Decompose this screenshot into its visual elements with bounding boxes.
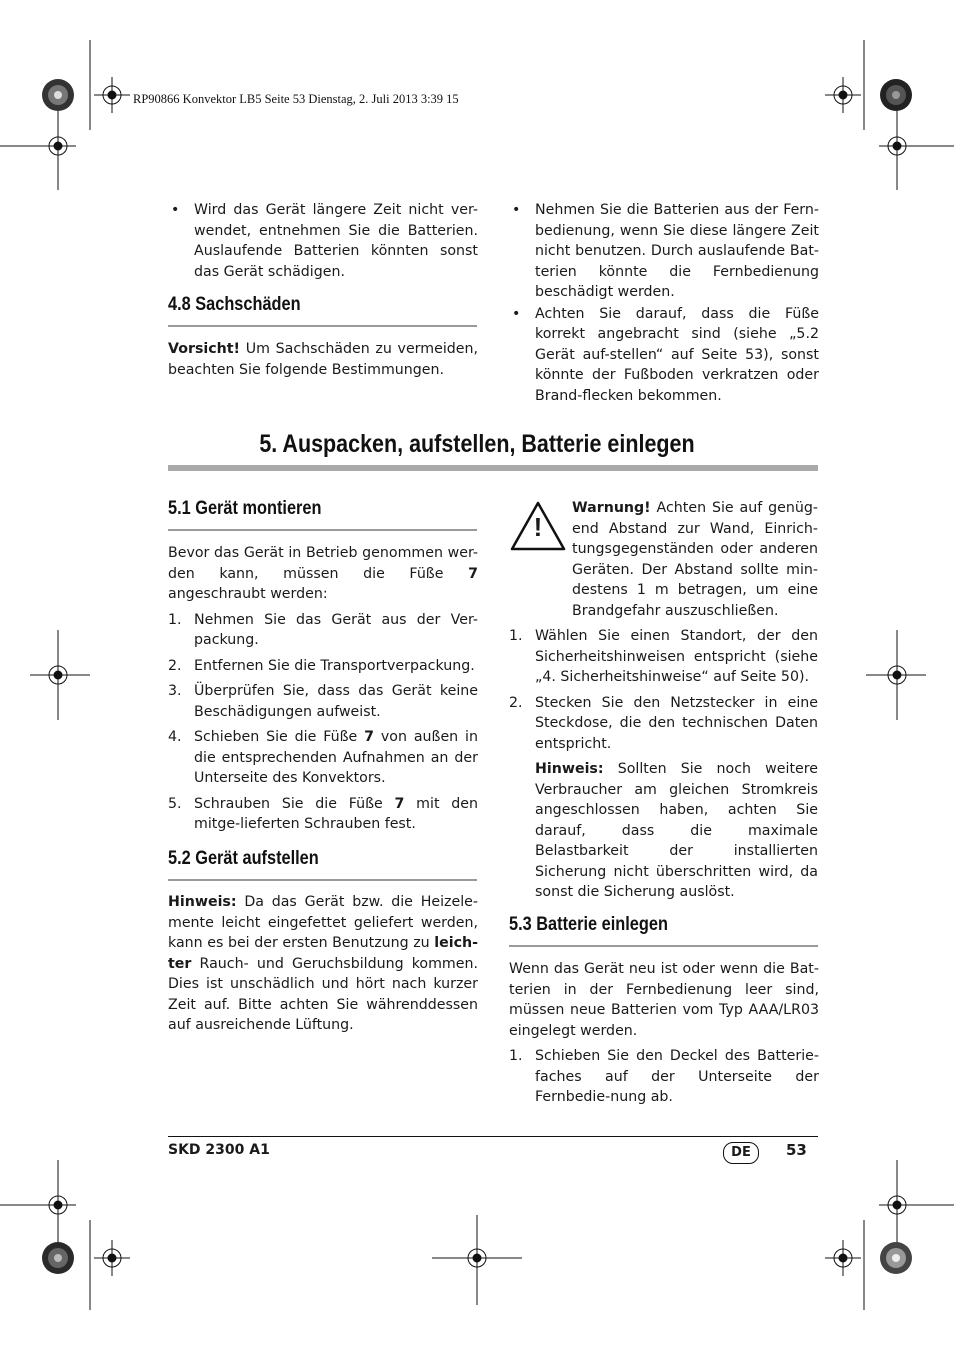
caution-paragraph: Vorsicht! Um Sachschäden zu vermeiden, beachten Sie folgende Bestimmungen. <box>168 341 478 378</box>
section-rule <box>168 879 477 881</box>
section-rule <box>168 325 477 327</box>
language-badge: DE <box>723 1142 759 1164</box>
section-5-2-body: Hinweis: Da das Gerät bzw. die Heizele-mente leicht eingefettet geliefert werden, kann es bei der ersten Benutzung zu leich-ter Rauch- und Geruchsbildung kommen. Dies ist unschädlich und hört nach kurzer Zeit auf. Bitte achten Sie währenddessen auf ausreichende Lüftung. <box>168 894 478 1033</box>
hint-paragraph: Hinweis: Sollten Sie noch weitere Verbraucher am gleichen Stromkreis angeschlossen haben, achten Sie darauf, dass die maximale Belastbarkeit der installierten Sicherung nicht überschritten wird, da sonst die Sicherung auslöst. <box>535 761 818 900</box>
section-title-5-1: 5.1 Gerät montieren <box>168 498 322 519</box>
warning-paragraph: Warnung! Achten Sie auf genüg-end Abstand zur Wand, Einrich-tungsgegenständen oder anderen Geräten. Der Abstand sollte min-destens 1 m betragen, um eine Brandgefahr auszuschließen. <box>572 500 818 619</box>
hint-label: Hinweis: <box>535 761 604 777</box>
footer-rule <box>168 1136 818 1137</box>
warning-exclamation: ! <box>533 512 543 542</box>
list-item: • Wird das Gerät längere Zeit nicht ver-wendet, entnehmen Sie die Batterien. Auslaufende Batterien könnten sonst das Gerät schädigen. <box>171 202 478 280</box>
section-title-5-3: 5.3 Batterie einlegen <box>509 914 668 935</box>
section-5-1-body: Bevor das Gerät in Betrieb genommen wer-den kann, müssen die Füße 7 angeschraubt werden: 1. Nehmen Sie das Gerät aus der Ver-packung. 2. Entfernen Sie die Transportverpackung. 3. Überprüfen Sie, dass das Gerät keine Beschädigungen aufweist. 4. Schieben Sie die Füße 7 von außen in die entsprechenden Aufnahmen an der Unterseite des Konvektors. 5. Schrauben Sie die Füße 7 mit den mitge-lieferten Schrauben fest. <box>168 543 478 835</box>
step-item: 2. Stecken Sie den Netzstecker in eine Steckdose, die den technischen Daten entspricht. <box>509 694 818 752</box>
section-5-3-body: Wenn das Gerät neu ist oder wenn die Bat-terien in der Fernbedienung leer sind, müssen neue Batterien vom Typ AAA/LR03 eingelegt werden. 1. Schieben Sie den Deckel des Batterie-faches auf der Unterseite der Fernbedie-nung ab. <box>509 959 819 1108</box>
page-number: 53 <box>786 1141 807 1159</box>
warning-label: Warnung! <box>572 500 651 516</box>
section-title-5-2: 5.2 Gerät aufstellen <box>168 848 319 869</box>
footer-model: SKD 2300 A1 <box>168 1142 270 1158</box>
step-item: 1. Schieben Sie den Deckel des Batterie-faches auf der Unterseite der Fernbedie-nung ab. <box>509 1048 819 1105</box>
list-item: • Achten Sie darauf, dass die Füße korrekt angebracht sind (siehe „5.2 Gerät auf-stellen“ auf Seite 53), sonst könnte der Fußboden verkratzen oder Brand-flecken bekommen. <box>512 305 819 404</box>
bullet: • <box>171 202 180 218</box>
section-title-4-8: 4.8 Sachschäden <box>168 294 301 315</box>
right-steps <box>509 626 818 903</box>
step-item: 5. Schrauben Sie die Füße 7 mit den mitge-lieferten Schrauben fest. <box>168 795 478 832</box>
step-item: 1. Wählen Sie einen Standort, der den Sicherheitshinweisen entspricht (siehe „4. Sicherheitshinweise“ auf Seite 50). <box>509 628 818 685</box>
chapter-rule <box>168 465 818 471</box>
right-top-column <box>509 200 819 406</box>
section-rule <box>509 945 818 947</box>
step-item: 1. Nehmen Sie das Gerät aus der Ver-packung. <box>168 611 478 648</box>
print-header: RP90866 Konvektor LB5 Seite 53 Dienstag, 2. Juli 2013 3:39 15 <box>133 92 459 106</box>
list-item: • Nehmen Sie die Batterien aus der Fern-bedienung, wenn Sie diese längere Zeit nicht benutzen. Durch auslaufende Bat-terien könnte die Fernbedienung beschädigt werden. <box>512 202 819 300</box>
chapter-title: 5. Auspacken, aufstellen, Batterie einlegen <box>259 430 695 458</box>
step-item: 2. Entfernen Sie die Transportverpackung. <box>168 657 475 674</box>
section-rule <box>168 529 477 531</box>
caution-label: Vorsicht! <box>168 341 241 357</box>
left-top-column <box>168 200 478 282</box>
step-item: 3. Überprüfen Sie, dass das Gerät keine Beschädigungen aufweist. <box>168 683 478 720</box>
step-item: 4. Schieben Sie die Füße 7 von außen in die entsprechenden Aufnahmen an der Unterseite des Konvektors. <box>168 729 478 786</box>
note-label: Hinweis: <box>168 894 237 910</box>
